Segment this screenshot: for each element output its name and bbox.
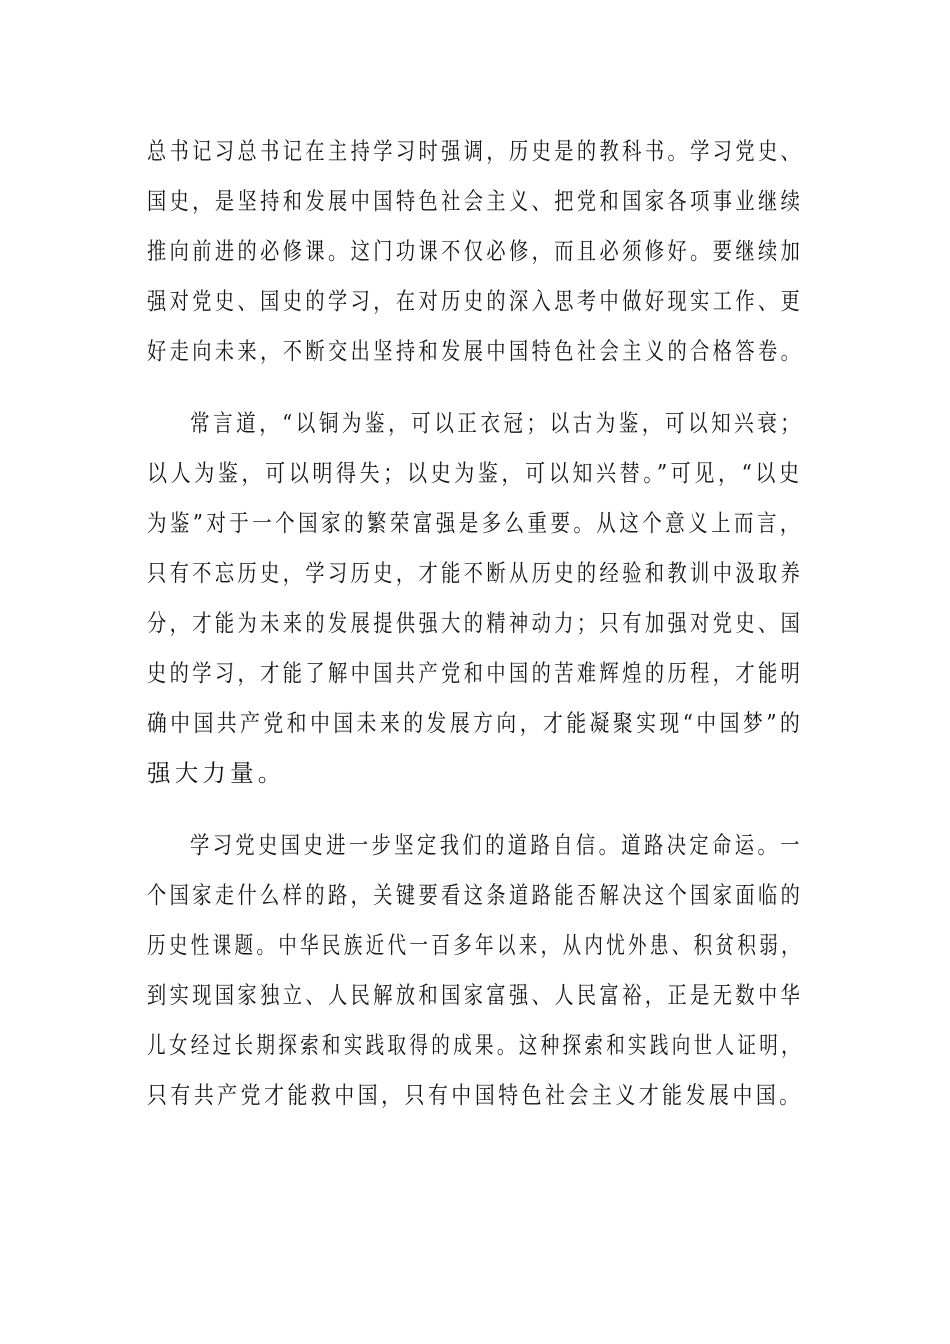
paragraph-line: 分，才能为未来的发展提供强大的精神动力；只有加强对党史、国	[147, 609, 804, 637]
paragraph-line: 好走向未来，不断交出坚持和发展中国特色社会主义的合格答卷。	[147, 337, 804, 365]
paragraph-line: 推向前进的必修课。这门功课不仅必修，而且必须修好。要继续加	[147, 237, 804, 265]
paragraph-line: 确中国共产党和中国未来的发展方向，才能凝聚实现“中国梦”的	[147, 709, 804, 737]
paragraph-line: 只有共产党才能救中国，只有中国特色社会主义才能发展中国。	[147, 1081, 803, 1109]
paragraph-line: 国史，是坚持和发展中国特色社会主义、把党和国家各项事业继续	[147, 187, 804, 215]
paragraph-line: 儿女经过长期探索和实践取得的成果。这种探索和实践向世人证明，	[147, 1031, 803, 1059]
paragraph-line: 到实现国家独立、人民解放和国家富强、人民富裕，正是无数中华	[147, 981, 804, 1009]
paragraph-line: 历史性课题。中华民族近代一百多年以来，从内忧外患、积贫积弱，	[147, 931, 803, 959]
paragraph-line: 个国家走什么样的路，关键要看这条道路能否解决这个国家面临的	[147, 881, 804, 909]
paragraph-line: 史的学习，才能了解中国共产党和中国的苦难辉煌的历程，才能明	[147, 659, 804, 687]
paragraph-line: 总书记习总书记在主持学习时强调，历史是的教科书。学习党史、	[147, 137, 804, 165]
paragraph-line: 只有不忘历史，学习历史，才能不断从历史的经验和教训中汲取养	[147, 559, 804, 587]
paragraph-line: 学习党史国史进一步坚定我们的道路自信。道路决定命运。一	[190, 831, 803, 859]
paragraph-line: 强对党史、国史的学习，在对历史的深入思考中做好现实工作、更	[147, 287, 804, 315]
paragraph-line: 以人为鉴，可以明得失；以史为鉴，可以知兴替。”可见，“以史	[147, 459, 803, 487]
paragraph-line: 为鉴”对于一个国家的繁荣富强是多么重要。从这个意义上而言，	[147, 509, 803, 537]
paragraph-line: 常言道，“以铜为鉴，可以正衣冠；以古为鉴，可以知兴衰；	[190, 409, 804, 437]
paragraph-line: 强大力量。	[147, 759, 286, 787]
